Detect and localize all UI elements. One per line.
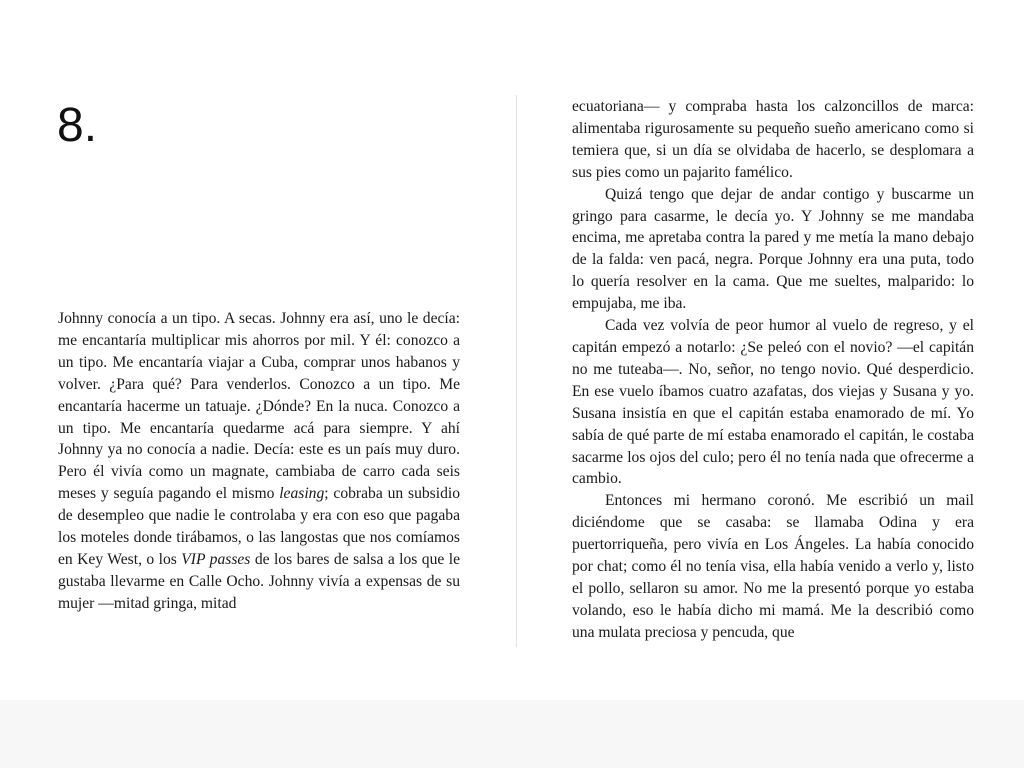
text-segment: ; cobraba un subsidio de desempleo que nadie le controlaba y era con eso que pagaba los moteles donde tirábamos, o las langostas que nos comíamos en Key West, o los <box>58 485 460 568</box>
left-page-text <box>58 308 460 615</box>
paragraph <box>58 308 460 615</box>
text-segment: ecuatoriana— y compraba hasta los calzoncillos de marca: alimentaba rigurosamente su pequeño sueño americano como si temiera que, si un día se olvidaba de hacerlo, se desplomara a sus pies como un pajarito famélico. <box>572 98 974 181</box>
italic-text: VIP passes <box>181 550 251 568</box>
page-gutter-divider <box>516 95 517 647</box>
paragraph <box>572 184 974 315</box>
paragraph <box>572 96 974 184</box>
bottom-band <box>0 700 1024 768</box>
italic-text: leasing <box>279 485 325 503</box>
chapter-number: 8. <box>57 99 98 152</box>
paragraph <box>572 315 974 490</box>
text-segment: Quizá tengo que dejar de andar contigo y buscarme un gringo para casarme, le decía yo. Y Johnny se me mandaba encima, me apretaba contra la pared y me metía la mano debajo de la falda: ven pacá, negra. Porque Johnny era una puta, todo lo quería resolver en la cama. Que me sueltes, malparido: lo empujaba, me iba. <box>572 185 974 313</box>
text-segment: Johnny conocía a un tipo. A secas. Johnny era así, uno le decía: me encantaría multiplicar mis ahorros por mil. Y él: conozco a un tipo. Me encantaría viajar a Cuba, comprar unos habanos y volver. ¿Para qué? Para venderlos. Conozco a un tipo. Me encantaría hacerme un tatuaje. ¿Dónde? En la nuca. Conozco a un tipo. Me encantaría quedarme acá para siempre. Y ahí Johnny ya no conocía a nadie. Decía: este es un país muy duro. Pero él vivía como un magnate, cambiaba de carro cada seis meses y seguía pagando el mismo <box>58 310 460 503</box>
paragraph <box>572 490 974 643</box>
text-segment: Entonces mi hermano coronó. Me escribió un mail diciéndome que se casaba: se llamaba Odina y era puertorriqueña, pero vivía en Los Ángeles. La había conocido por chat; como él no tenía visa, ella había venido a verlo y, listo el pollo, sellaron su amor. No me la presentó porque yo estaba volando, eso le había dicho mi mamá. Me la describió como una mulata preciosa y pencuda, que <box>572 492 974 641</box>
text-segment: Cada vez volvía de peor humor al vuelo de regreso, y el capitán empezó a notarlo: ¿Se peleó con el novio? —el capitán no me tuteaba—. No, señor, no tengo novio. Qué desperdicio. En ese vuelo íbamos cuatro azafatas, dos viejas y Susana y yo. Susana insistía en que el capitán estaba enamorado de mí. Yo sabía de qué parte de mí estaba enamorado el capitán, le costaba sacarme los ojos del culo; pero él no tenía nada que ofrecerme a cambio. <box>572 317 974 488</box>
right-page-text <box>572 96 974 644</box>
text-segment: de los bares de salsa a los que le gustaba llevarme en Calle Ocho. Johnny vivía a expensas de su mujer —mitad gringa, mitad <box>58 550 461 612</box>
